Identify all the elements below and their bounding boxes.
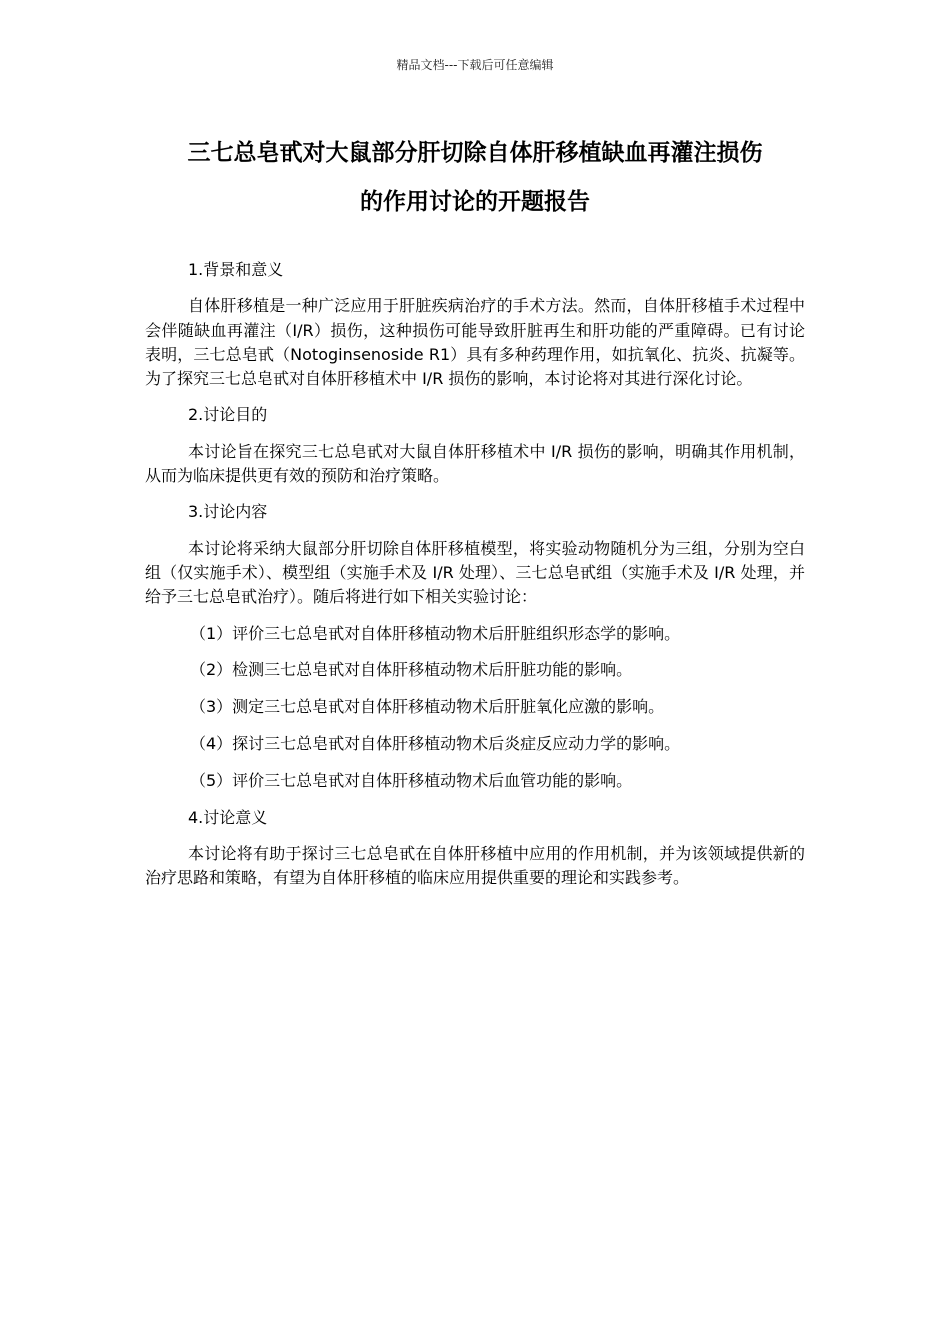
section-heading-purpose: 2.讨论目的: [188, 405, 268, 425]
list-item: （3）测定三七总皂甙对自体肝移植动物术后肝脏氧化应激的影响。: [190, 697, 665, 717]
list-item: （1）评价三七总皂甙对自体肝移植动物术后肝脏组织形态学的影响。: [190, 623, 681, 643]
list-item: （5）评价三七总皂甙对自体肝移植动物术后血管功能的影响。: [190, 770, 633, 790]
section-heading-significance: 4.讨论意义: [188, 807, 268, 827]
list-item: （4）探讨三七总皂甙对自体肝移植动物术后炎症反应动力学的影响。: [190, 733, 681, 753]
section-paragraph-significance: 本讨论将有助于探讨三七总皂甙在自体肝移植中应用的作用机制，并为该领域提供新的治疗思路和策略，有望为自体肝移植的临床应用提供重要的理论和实践参考。: [145, 843, 805, 888]
section-paragraph-background: 自体肝移植是一种广泛应用于肝脏疾病治疗的手术方法。然而，自体肝移植手术过程中会伴随缺血再灌注（I/R）损伤，这种损伤可能导致肝脏再生和肝功能的严重障碍。已有讨论表明，三七总皂甙（Notoginsenoside R1）具有多种药理作用，如抗氧化、抗炎、抗凝等。为了探究三七总皂甙对自体肝移植术中 I/R 损伤的影响，本讨论将对其进行深化讨论。: [145, 296, 805, 389]
document-body: [145, 258, 805, 890]
section-heading-content: 3.讨论内容: [188, 502, 268, 522]
section-heading-background: 1.背景和意义: [188, 260, 284, 279]
header-note: 精品文档---下载后可任意编辑: [396, 58, 554, 72]
list-item: （2）检测三七总皂甙对自体肝移植动物术后肝脏功能的影响。: [190, 660, 633, 680]
section-paragraph-content: 本讨论将采纳大鼠部分肝切除自体肝移植模型，将实验动物随机分为三组，分别为空白组（仅实施手术）、模型组（实施手术及 I/R 处理）、三七总皂甙组（实施手术及 I/R 处理，并给予三七总皂甙治疗）。随后将进行如下相关实验讨论：: [145, 538, 805, 607]
document-title-line-2: 的作用讨论的开题报告: [360, 189, 590, 215]
document-title-line-1: 三七总皂甙对大鼠部分肝切除自体肝移植缺血再灌注损伤: [187, 140, 763, 166]
section-paragraph-purpose: 本讨论旨在探究三七总皂甙对大鼠自体肝移植术中 I/R 损伤的影响，明确其作用机制，从而为临床提供更有效的预防和治疗策略。: [145, 441, 805, 486]
